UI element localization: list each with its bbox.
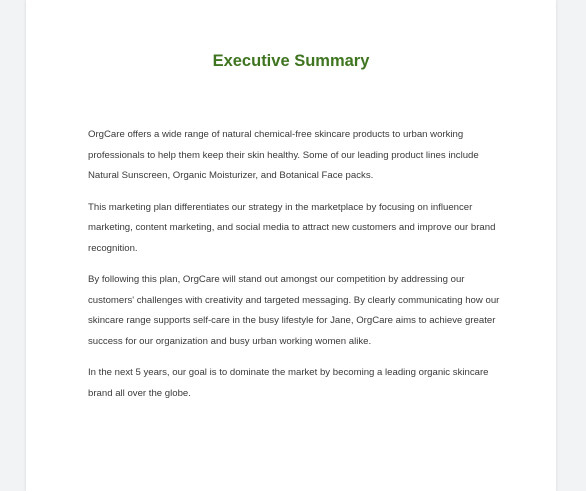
- document-page: [26, 0, 556, 491]
- page-title: Executive Summary: [212, 52, 370, 70]
- paragraph-plan: By following this plan, OrgCare will stand out amongst our competition by addressing our customers' challenges with creativity and targeted messaging. By clearly communicating how our skincare range supports self-care in the busy lifestyle for Jane, OrgCare aims to achieve greater success for our organization and busy urban working women alike.: [88, 274, 500, 347]
- paragraph-strategy: This marketing plan differentiates our strategy in the marketplace by focusing on influencer marketing, content marketing, and social media to attract new customers and improve our brand recognition.: [88, 201, 496, 254]
- document-body: [88, 125, 500, 415]
- paragraph-goal: In the next 5 years, our goal is to dominate the market by becoming a leading organic skincare brand all over the globe.: [88, 367, 489, 399]
- paragraph-intro: OrgCare offers a wide range of natural chemical-free skincare products to urban working professionals to help them keep their skin healthy. Some of our leading product lines include Natural Sunscreen, Organic Moisturizer, and Botanical Face packs.: [88, 129, 479, 181]
